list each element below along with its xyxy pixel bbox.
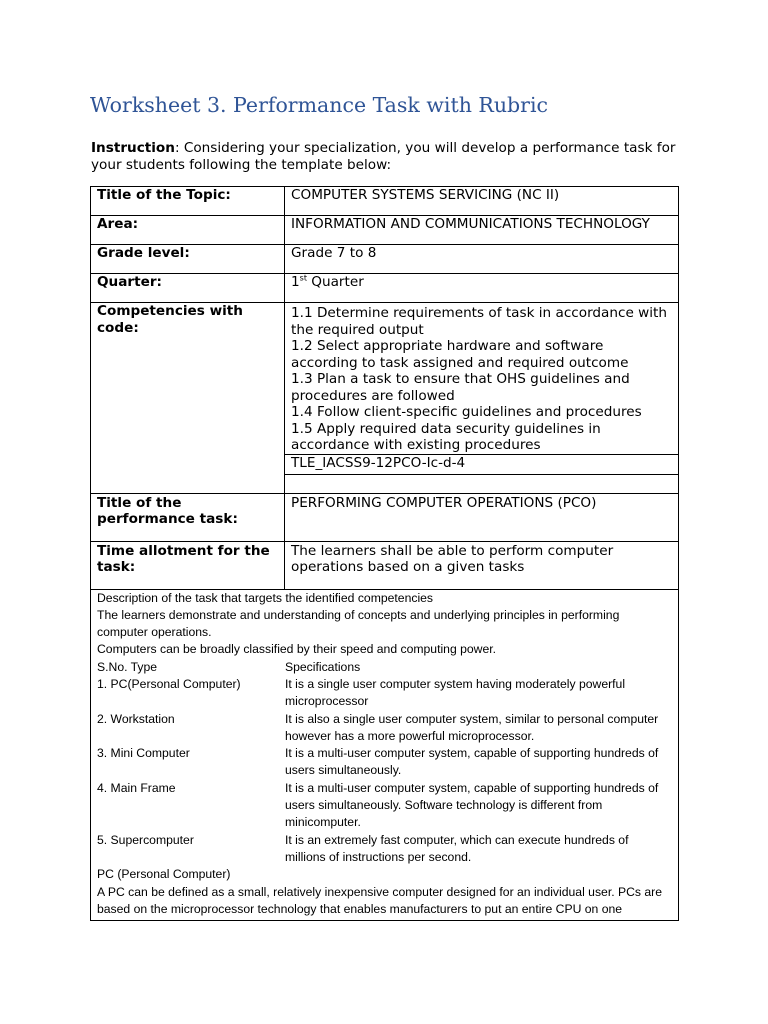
empty-cell <box>285 474 679 493</box>
description-para-1: The learners demonstrate and understanding of concepts and underlying principles in performing computer operations. <box>97 607 620 640</box>
area-label: Area: <box>91 216 285 245</box>
spec-header-spec: Specifications <box>285 659 361 674</box>
competency-code: TLE_IACSS9-12PCO-Ic-d-4 <box>285 454 679 474</box>
spec-header <box>97 659 672 676</box>
spec-row <box>97 780 672 832</box>
competency-item: 1.2 Select appropriate hardware and software according to task assigned and required outcome <box>291 338 629 371</box>
description-block <box>91 590 678 919</box>
row-quarter <box>91 274 679 303</box>
time-allotment-value: The learners shall be able to perform computer operations based on a given tasks <box>285 541 679 589</box>
description-title: Description of the task that targets the identified competencies <box>97 590 434 605</box>
area-value: INFORMATION AND COMMUNICATIONS TECHNOLOGY <box>285 216 679 245</box>
description-para-2: Computers can be broadly classified by their speed and computing power. <box>97 642 497 657</box>
row-area <box>91 216 679 245</box>
row-grade <box>91 245 679 274</box>
row-time-allotment <box>91 541 679 589</box>
pc-title: PC (Personal Computer) <box>97 867 231 882</box>
spec-type: 4. Main Frame <box>97 780 176 795</box>
quarter-label: Quarter: <box>91 274 285 303</box>
instruction-text: : Considering your specialization, you will develop a performance task for your students following the template below: <box>91 140 676 173</box>
spec-row <box>97 676 672 711</box>
grade-label: Grade level: <box>91 245 285 274</box>
spec-type: 1. PC(Personal Computer) <box>97 676 241 691</box>
pc-text: A PC can be defined as a small, relatively inexpensive computer designed for an individual user. PCs are based on the microprocessor technology that enables manufacturers to put an entire CPU on one <box>97 884 662 916</box>
spec-type: 2. Workstation <box>97 711 175 726</box>
competencies-list <box>285 303 679 455</box>
spec-row <box>97 832 672 867</box>
performance-task-table <box>90 186 679 921</box>
quarter-number: 1 <box>291 274 300 290</box>
worksheet-heading: Worksheet 3. Performance Task with Rubric <box>90 93 549 117</box>
row-description <box>91 589 679 920</box>
spec-header-type: S.No. Type <box>97 659 158 674</box>
spec-text: It is an extremely fast computer, which can execute hundreds of millions of instructions per second. <box>285 832 629 864</box>
quarter-suffix: st <box>299 273 307 283</box>
spec-text: It is a single user computer system having moderately powerful microprocessor <box>285 676 626 709</box>
instruction-label: Instruction <box>91 140 175 156</box>
instruction-paragraph <box>91 140 691 174</box>
spec-row <box>97 745 672 780</box>
competency-item: 1.1 Determine requirements of task in accordance with the required output <box>291 305 668 338</box>
topic-label: Title of the Topic: <box>91 187 285 216</box>
row-performance-task <box>91 493 679 541</box>
competencies-label: Competencies with code: <box>91 303 285 494</box>
time-allotment-label: Time allotment for the task: <box>91 541 285 589</box>
spec-type: 3. Mini Computer <box>97 746 190 761</box>
performance-task-value: PERFORMING COMPUTER OPERATIONS (PCO) <box>285 493 679 541</box>
grade-value: Grade 7 to 8 <box>285 245 679 274</box>
quarter-word: Quarter <box>306 274 364 290</box>
quarter-value <box>285 274 679 303</box>
spec-row <box>97 711 672 746</box>
competency-item: 1.5 Apply required data security guidelines in accordance with existing procedures <box>291 420 601 453</box>
spec-text: It is also a single user computer system, similar to personal computer however has a more powerful microprocessor. <box>285 711 659 743</box>
competency-item: 1.4 Follow client-specific guidelines and procedures <box>291 404 642 420</box>
row-topic <box>91 187 679 216</box>
spec-text: It is a multi-user computer system, capable of supporting hundreds of users simultaneously. <box>285 746 659 778</box>
spec-text: It is a multi-user computer system, capable of supporting hundreds of users simultaneously. Software technology is different from minicomputer. <box>285 780 659 830</box>
competency-item: 1.3 Plan a task to ensure that OHS guidelines and procedures are followed <box>291 371 630 404</box>
spec-type: 5. Supercomputer <box>97 832 194 847</box>
row-competencies <box>91 303 679 455</box>
description-cell <box>91 589 679 920</box>
performance-task-label: Title of the performance task: <box>91 493 285 541</box>
topic-value: COMPUTER SYSTEMS SERVICING (NC II) <box>285 187 679 216</box>
